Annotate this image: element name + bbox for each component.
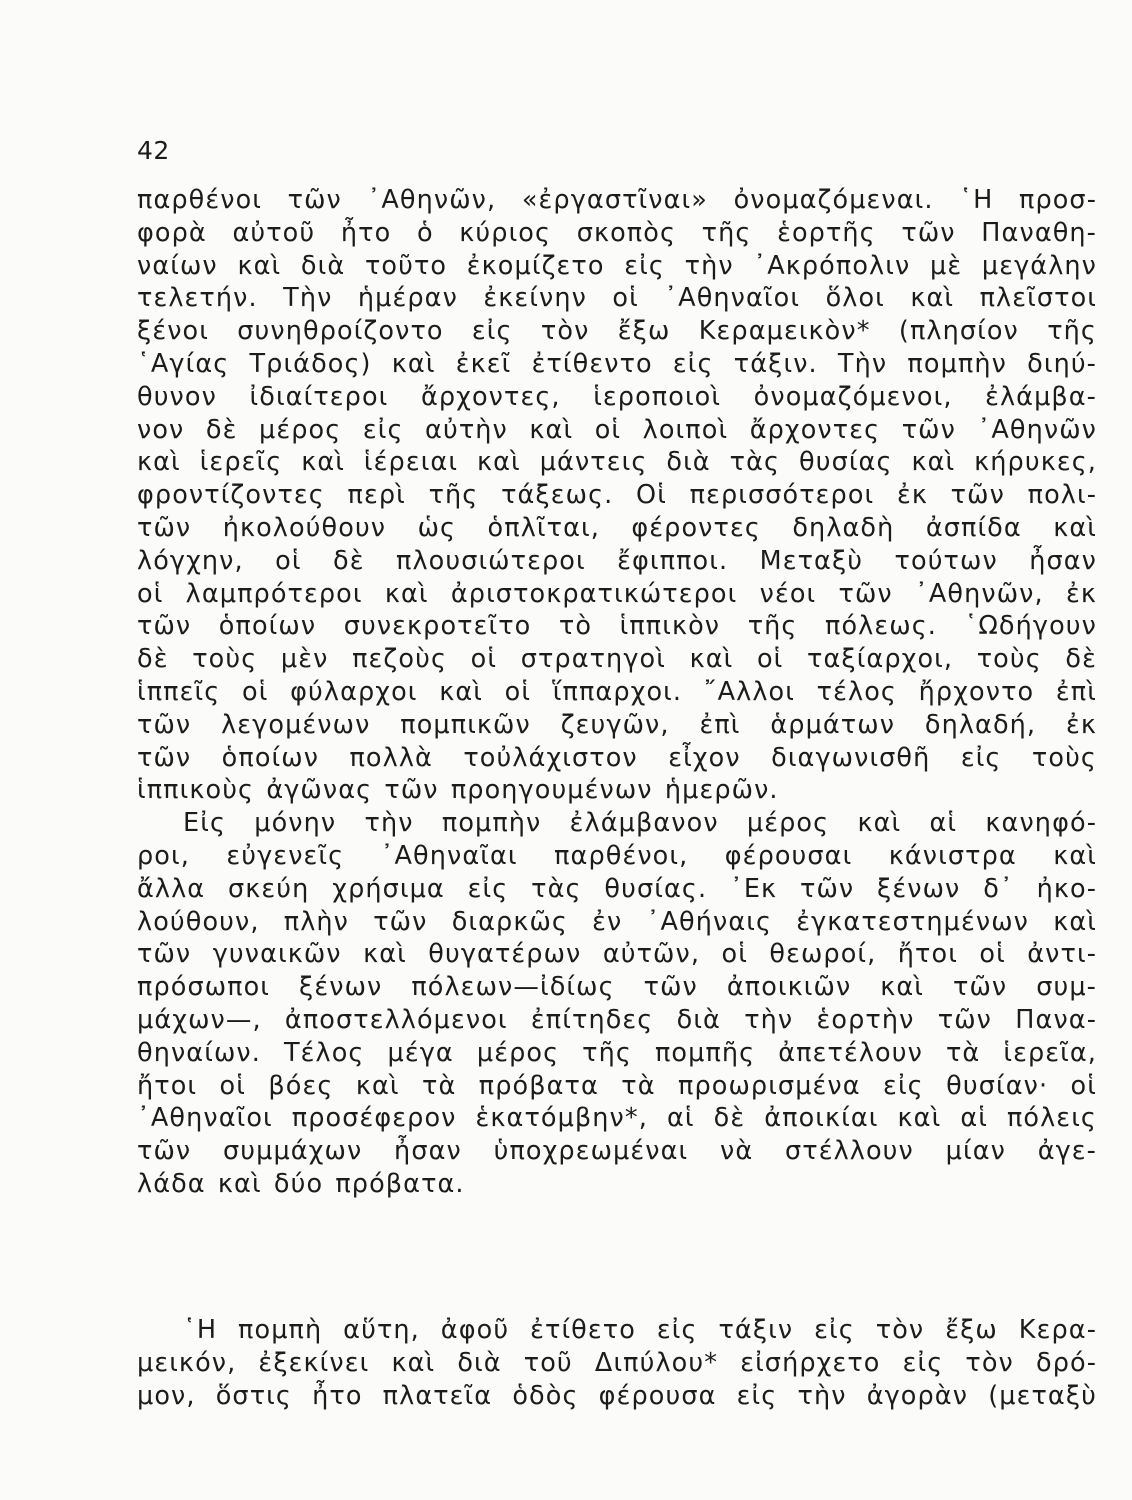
text-block-main (137, 184, 1097, 1201)
text-line: ξένοι συνηθροίζοντο εἰς τὸν ἔξω Κεραμεικὸν* (πλησίον τῆς (137, 316, 1097, 347)
text-line: θηναίων. Τέλος μέγα μέρος τῆς πομπῆς ἀπετέλουν τὰ ἱερεῖα, (137, 1037, 1097, 1068)
text-line: μον, ὅστις ἦτο πλατεῖα ὁδὸς φέρουσα εἰς τὴν ἀγορὰν (μεταξὺ (137, 1380, 1097, 1411)
text-line: καὶ ἱερεῖς καὶ ἱέρειαι καὶ μάντεις διὰ τὰς θυσίας καὶ κήρυκες, (137, 447, 1097, 478)
text-line: ἱππεῖς οἱ φύλαρχοι καὶ οἱ ἵππαρχοι. ῎Αλλοι τέλος ἤρχοντο ἐπὶ (137, 676, 1097, 707)
text-line: ᾿Αθηναῖοι προσέφερον ἑκατόμβην*, αἱ δὲ ἀποικίαι καὶ αἱ πόλεις (137, 1103, 1097, 1134)
text-line: τελετήν. Τὴν ἡμέραν ἐκείνην οἱ ᾿Αθηναῖοι ὅλοι καὶ πλεῖστοι (137, 283, 1097, 314)
text-line: μεικόν, ἐξεκίνει καὶ διὰ τοῦ Διπύλου* εἰσήρχετο εἰς τὸν δρό- (137, 1347, 1097, 1378)
text-line: φορὰ αὐτοῦ ἦτο ὁ κύριος σκοπὸς τῆς ἑορτῆς τῶν Παναθη- (137, 217, 1097, 248)
text-line: τῶν γυναικῶν καὶ θυγατέρων αὐτῶν, οἱ θεωροί, ἤτοι οἱ ἀντι- (137, 939, 1097, 970)
text-line: θυνον ἰδιαίτεροι ἄρχοντες, ἱεροποιοὶ ὀνομαζόμενοι, ἐλάμβα- (137, 381, 1097, 412)
text-line: νον δὲ μέρος εἰς αὐτὴν καὶ οἱ λοιποὶ ἄρχοντες τῶν ᾿Αθηνῶν (137, 414, 1097, 445)
text-line: ροι, εὐγενεῖς ᾿Αθηναῖαι παρθένοι, φέρουσαι κάνιστρα καὶ (137, 840, 1097, 871)
text-line: Εἰς μόνην τὴν πομπὴν ἐλάμβανον μέρος καὶ αἱ κανηφό- (183, 808, 1097, 839)
text-block-continued (137, 1314, 1097, 1412)
text-line: λόγχην, οἱ δὲ πλουσιώτεροι ἔφιπποι. Μεταξὺ τούτων ἦσαν (137, 545, 1097, 576)
text-line: ἄλλα σκεύη χρήσιμα εἰς τὰς θυσίας. ᾿Εκ τῶν ξένων δ᾿ ἠκο- (137, 873, 1097, 904)
text-line: τῶν λεγομένων πομπικῶν ζευγῶν, ἐπὶ ἁρμάτων δηλαδή, ἐκ (137, 709, 1097, 740)
text-line: παρθένοι τῶν ᾿Αθηνῶν, «ἐργαστῖναι» ὀνομαζόμεναι. ῾Η προσ- (137, 185, 1097, 215)
text-line: λάδα καὶ δύο πρόβατα. (137, 1168, 465, 1199)
text-line: φροντίζοντες περὶ τῆς τάξεως. Οἱ περισσότεροι ἐκ τῶν πολι- (137, 480, 1097, 511)
text-line: ῾Η πομπὴ αὕτη, ἀφοῦ ἐτίθετο εἰς τάξιν εἰς τὸν ἔξω Κερα- (183, 1315, 1097, 1345)
page-number: 42 (137, 136, 170, 165)
text-line: δὲ τοὺς μὲν πεζοὺς οἱ στρατηγοὶ καὶ οἱ ταξίαρχοι, τοὺς δὲ (137, 644, 1097, 675)
text-line: ῾Αγίας Τριάδος) καὶ ἐκεῖ ἐτίθεντο εἰς τάξιν. Τὴν πομπὴν διηύ- (137, 348, 1097, 379)
text-line: οἱ λαμπρότεροι καὶ ἀριστοκρατικώτεροι νέοι τῶν ᾿Αθηνῶν, ἐκ (137, 578, 1097, 609)
text-line: ναίων καὶ διὰ τοῦτο ἐκομίζετο εἰς τὴν ᾿Ακρόπολιν μὲ μεγάλην (137, 250, 1097, 281)
text-line: πρόσωποι ξένων πόλεων—ἰδίως τῶν ἀποικιῶν καὶ τῶν συμ- (137, 972, 1097, 1003)
text-line: ἤτοι οἱ βόες καὶ τὰ πρόβατα τὰ προωρισμένα εἰς θυσίαν· οἱ (137, 1070, 1097, 1101)
text-line: λούθουν, πλὴν τῶν διαρκῶς ἐν ᾿Αθήναις ἐγκατεστημένων καὶ (137, 906, 1097, 937)
text-line: τῶν συμμάχων ἦσαν ὑποχρεωμέναι νὰ στέλλουν μίαν ἀγε- (137, 1136, 1097, 1167)
text-line: τῶν ἠκολούθουν ὡς ὁπλῖται, φέροντες δηλαδὴ ἀσπίδα καὶ (137, 512, 1097, 543)
text-line: τῶν ὁποίων πολλὰ τοὐλάχιστον εἶχον διαγωνισθῆ εἰς τοὺς (137, 742, 1097, 773)
text-line: τῶν ὁποίων συνεκροτεῖτο τὸ ἱππικὸν τῆς πόλεως. ῾Ωδήγουν (137, 611, 1097, 642)
text-line: μάχων—, ἀποστελλόμενοι ἐπίτηδες διὰ τὴν ἑορτὴν τῶν Πανα- (137, 1004, 1097, 1035)
text-line: ἱππικοὺς ἀγῶνας τῶν προηγουμένων ἡμερῶν. (137, 775, 779, 806)
